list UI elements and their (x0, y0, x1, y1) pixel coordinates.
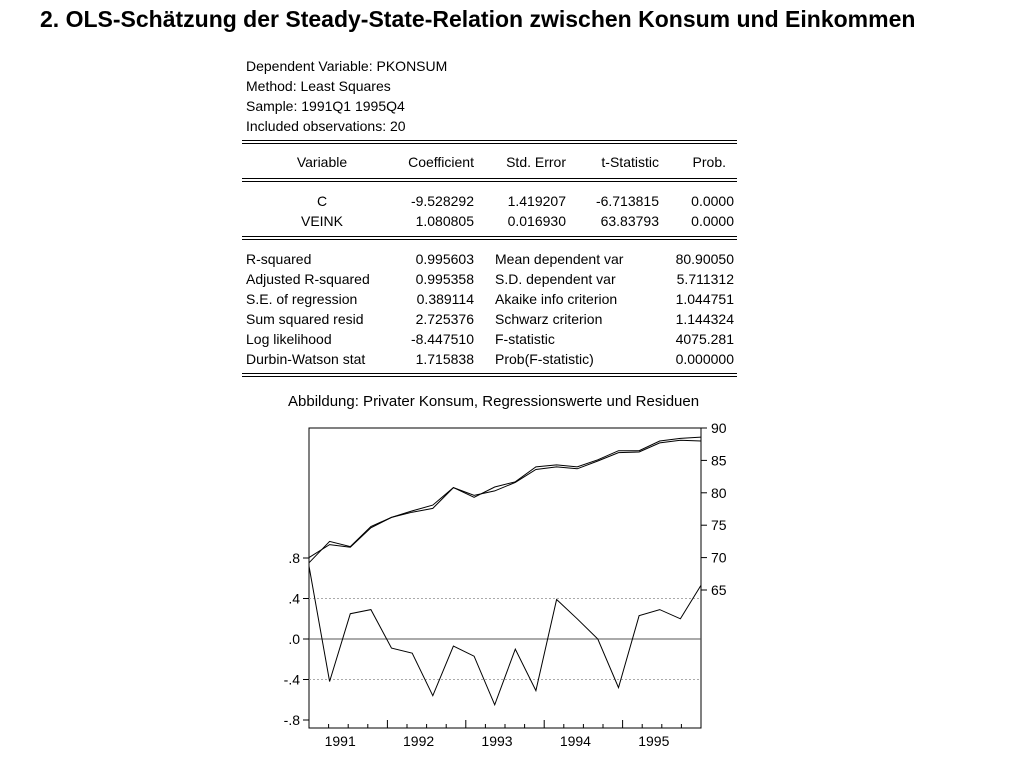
plot-frame (309, 428, 701, 728)
series-line-residual (309, 566, 701, 705)
stat-label: Durbin-Watson stat (246, 351, 366, 367)
right-tick-label: 80 (711, 484, 727, 501)
cell-variable: VEINK (300, 213, 343, 229)
left-tick-label: .0 (288, 631, 300, 647)
stat-label: S.D. dependent var (495, 271, 616, 287)
stat-label: Prob(F-statistic) (495, 351, 594, 367)
series-line-actual (309, 437, 701, 563)
x-tick-label: 1995 (638, 733, 670, 749)
stat-value: 4075.281 (675, 331, 734, 347)
x-axis (309, 720, 701, 749)
meta-sample: Sample: 1991Q1 1995Q4 (246, 98, 405, 114)
header-t-statistic: t-Statistic (601, 154, 659, 170)
header-prob: Prob. (692, 154, 726, 170)
stat-value: 0.000000 (675, 351, 734, 367)
left-tick-label: -.8 (283, 712, 300, 728)
cell-prob: 0.0000 (691, 193, 734, 209)
series-line-fitted (309, 440, 701, 557)
left-axis (284, 550, 309, 728)
stat-value: 1.144324 (675, 311, 734, 327)
figure-title: Abbildung: Privater Konsum, Regressionswerte und Residuen (288, 393, 700, 410)
right-tick-label: 90 (711, 420, 727, 436)
meta-observations: Included observations: 20 (246, 118, 406, 134)
header-std-error: Std. Error (506, 154, 566, 170)
right-tick-label: 75 (711, 517, 727, 534)
right-axis (701, 420, 727, 598)
x-tick-label: 1994 (559, 733, 591, 749)
cell-variable: C (316, 193, 328, 209)
cell-std-error: 0.016930 (507, 213, 566, 229)
stat-label: Akaike info criterion (495, 291, 618, 307)
cell-coefficient: 1.080805 (415, 213, 474, 229)
right-tick-label: 85 (711, 452, 727, 469)
left-tick-label: .4 (288, 590, 300, 607)
page-title: 2. OLS-Schätzung der Steady-State-Relation zwischen Konsum und Einkommen (40, 6, 916, 32)
stat-value: 2.725376 (415, 311, 474, 327)
stat-value: 5.711312 (676, 271, 734, 287)
stat-value: 1.715838 (415, 351, 474, 367)
stat-label: Sum squared resid (246, 311, 364, 327)
stat-value: 0.995603 (415, 251, 474, 267)
stat-label: Adjusted R-squared (246, 271, 370, 287)
meta-method: Method: Least Squares (246, 78, 391, 94)
left-tick-label: -.4 (283, 671, 300, 688)
chart-series (309, 437, 701, 705)
header-coefficient: Coefficient (408, 154, 474, 170)
stat-value: -8.447510 (410, 331, 474, 347)
left-tick-label: .8 (288, 550, 300, 566)
stat-label: R-squared (246, 251, 312, 267)
right-tick-label: 65 (711, 582, 727, 598)
stat-value: 0.389114 (416, 291, 474, 307)
stat-value: 80.90050 (675, 251, 734, 267)
cell-t-statistic: 63.83793 (600, 213, 659, 229)
header-variable: Variable (296, 154, 348, 170)
cell-t-statistic: -6.713815 (595, 193, 659, 209)
stat-value: 1.044751 (675, 291, 734, 307)
stat-label: Mean dependent var (495, 251, 624, 267)
stat-label: S.E. of regression (246, 291, 358, 307)
right-tick-label: 70 (711, 549, 727, 566)
stat-label: Schwarz criterion (495, 311, 603, 327)
cell-coefficient: -9.528292 (410, 193, 474, 209)
stat-label: F-statistic (495, 331, 555, 347)
cell-std-error: 1.419207 (507, 193, 566, 209)
meta-dependent-variable: Dependent Variable: PKONSUM (246, 58, 448, 74)
stat-label: Log likelihood (246, 331, 332, 347)
cell-prob: 0.0000 (691, 213, 734, 229)
x-tick-label: 1992 (403, 733, 435, 749)
x-tick-label: 1991 (324, 733, 356, 749)
x-tick-label: 1993 (481, 733, 513, 749)
stat-value: 0.995358 (415, 271, 474, 287)
